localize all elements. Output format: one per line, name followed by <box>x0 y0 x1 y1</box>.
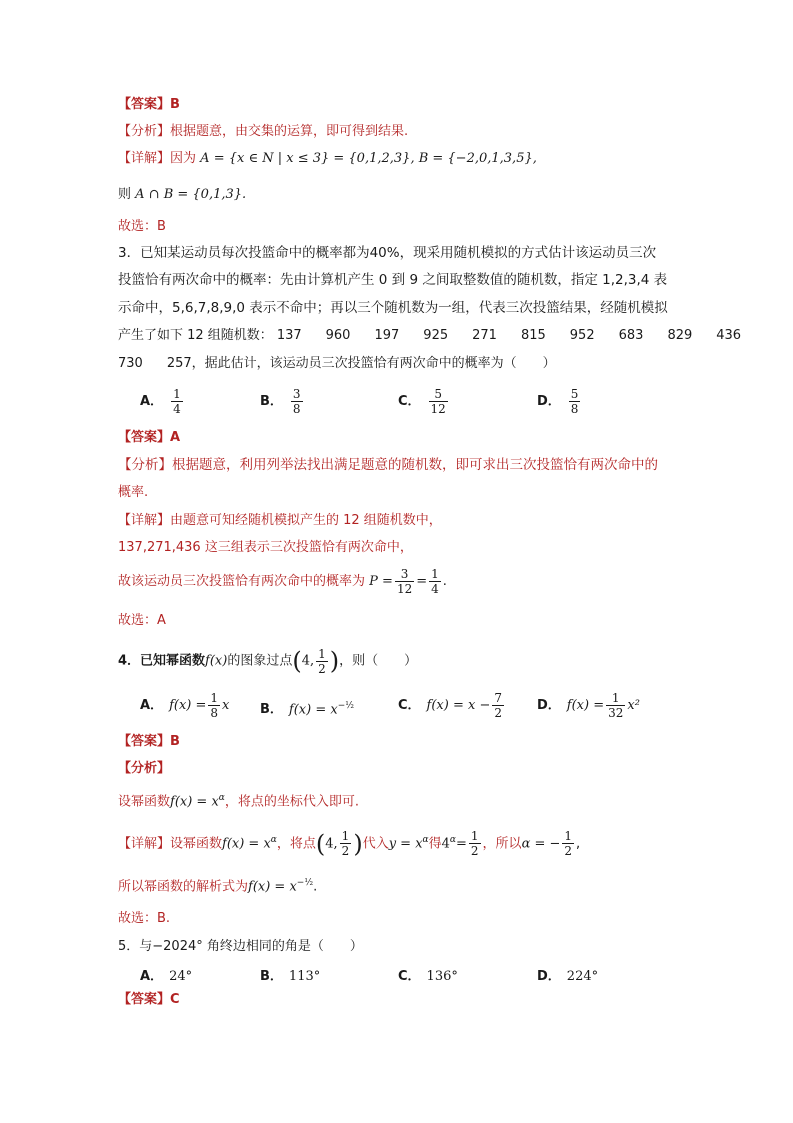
choice-line: 故选：B. <box>118 911 171 926</box>
question-text: 的图象过点 <box>227 653 293 669</box>
option-d <box>537 965 598 984</box>
option-math: f(x) = <box>169 698 207 713</box>
numerator: 1 <box>470 829 479 844</box>
answer-label: 【答案】C <box>118 992 180 1007</box>
option-label: D． <box>537 969 561 984</box>
detail-math: f(x) = x <box>248 879 297 895</box>
option-label: C． <box>398 394 421 409</box>
numerator: 1 <box>341 829 350 844</box>
prob-fraction <box>429 567 441 596</box>
choice-line: 故选：A <box>118 613 166 628</box>
option-value: 136° <box>426 969 458 984</box>
punctuation: . <box>313 879 318 895</box>
option-fraction <box>171 387 183 416</box>
option-value: 224° <box>566 969 599 984</box>
denominator: 12 <box>396 582 413 596</box>
answer-label: 【答案】A <box>118 430 181 445</box>
option-fraction <box>569 387 581 416</box>
option-label: B． <box>260 394 283 409</box>
answer-label: 【答案】B <box>118 734 180 749</box>
detail-line <box>118 874 317 896</box>
option-b <box>260 690 354 726</box>
detail-text: ，将点 <box>276 836 316 852</box>
punctuation: , <box>576 836 581 852</box>
denominator: 32 <box>608 706 624 720</box>
detail-line: 137,271,436 这三组表示三次投篮恰有两次命中， <box>118 540 413 555</box>
option-math: f(x) = x − <box>426 698 491 713</box>
detail-line: 【详解】设幂函数$f(x) = x^\alpha$，将点(4, $\frac{1}{2}$ )代入$y = x^\alpha$得$4^\alpha=$ $\frac{1}{2}$ ，所以α = − $\frac{1}{2}$ , <box>118 829 581 859</box>
option-label: D． <box>537 698 561 713</box>
detail-text: 得 <box>428 836 442 852</box>
numerator: 1 <box>210 691 219 705</box>
detail-text: 【详解】设幂函数 <box>118 836 223 852</box>
point-fraction <box>340 829 352 858</box>
random-number: 829 <box>667 328 693 343</box>
option-math: x² <box>627 698 640 713</box>
detail-text: ，所以 <box>482 836 522 852</box>
denominator: 12 <box>430 402 446 416</box>
option-fraction <box>429 387 448 416</box>
random-number: 925 <box>423 328 449 343</box>
exponent: α <box>270 835 277 845</box>
numerator: 5 <box>434 387 442 401</box>
option-math: f(x) = <box>566 698 605 713</box>
numerator: 1 <box>611 691 620 705</box>
point-x: 4, <box>301 653 315 669</box>
option-label: A． <box>140 969 164 984</box>
exponent: −½ <box>296 878 314 888</box>
option-fraction <box>606 691 625 720</box>
denominator: 2 <box>470 844 479 859</box>
option-value: 24° <box>169 969 193 984</box>
option-b <box>260 387 305 416</box>
analysis-text: ，将点的坐标代入即可. <box>224 794 360 810</box>
question-text: ，则（ ） <box>339 653 418 669</box>
denominator: 8 <box>292 402 301 416</box>
analysis-line: 【分析】根据题意，由交集的运算，即可得到结果. <box>118 124 409 139</box>
option-a <box>140 387 185 416</box>
exponent: α <box>449 835 456 845</box>
option-label: B． <box>260 702 283 718</box>
numerator: 5 <box>570 387 579 401</box>
option-value: 113° <box>288 969 321 984</box>
option-c <box>398 387 450 416</box>
option-fraction <box>492 691 504 720</box>
random-number: 137 <box>276 328 302 343</box>
detail-math: 4 <box>441 836 450 852</box>
detail-text: 代入 <box>362 836 389 852</box>
detail-text: 故该运动员三次投篮恰有两次命中的概率为 <box>118 574 366 589</box>
exponent: −½ <box>337 701 354 711</box>
random-number: 730 <box>118 356 143 371</box>
analysis-label: 【分析】 <box>118 761 171 776</box>
prob-fraction <box>395 567 414 596</box>
random-number: 197 <box>374 328 400 343</box>
analysis-line <box>118 789 359 811</box>
detail-fraction <box>562 829 574 858</box>
option-label: A． <box>140 698 164 713</box>
choice-line: 故选：B <box>118 219 166 234</box>
question-text: 产生了如下 12 组随机数： <box>118 328 273 343</box>
detail-line: 故该运动员三次投篮恰有两次命中的概率为 P = $\frac{3}{12}$ = $\frac{1}{4}$ . <box>118 567 447 596</box>
denominator: 4 <box>173 402 181 416</box>
denominator: 2 <box>564 844 573 859</box>
option-c <box>398 965 458 984</box>
option-math: f(x) = x <box>288 702 338 718</box>
question-text <box>118 355 580 373</box>
option-d <box>537 690 640 722</box>
random-number: 257 <box>166 356 192 371</box>
equals: = <box>456 836 467 852</box>
exponent: α <box>422 835 429 845</box>
option-c <box>398 690 506 722</box>
analysis-math: f(x) = x <box>170 794 219 810</box>
detail-line-2 <box>118 186 246 204</box>
analysis-text: 设幂函数 <box>118 794 171 810</box>
option-math: x <box>222 698 230 713</box>
detail-math: y = x <box>388 836 423 852</box>
detail-line: 【详解】由题意可知经随机模拟产生的 12 组随机数中， <box>118 513 442 528</box>
denominator: 2 <box>318 661 326 676</box>
point-fraction <box>316 647 328 676</box>
question-text: 3．已知某运动员每次投篮命中的概率都为40%，现采用随机模拟的方式估计该运动员三次 <box>118 245 657 261</box>
numerator: 1 <box>173 387 181 401</box>
question-text: 4．已知幂函数f(x)的图象过点(4, $\frac{1}{2}$ )，则（ ） <box>118 646 418 676</box>
denominator: 8 <box>570 402 579 416</box>
detail-math: A = {x ∈ N | x ≤ 3} = {0,1,2,3}, B = {−2,0,1,3,5}, <box>200 151 537 166</box>
detail-fraction <box>469 829 481 858</box>
point-x: 4, <box>325 836 338 852</box>
function-symbol: f(x) <box>205 653 228 669</box>
option-a <box>140 690 229 722</box>
detail-text: 则 <box>118 187 132 202</box>
option-label: C． <box>398 969 421 984</box>
option-fraction <box>291 387 303 416</box>
question-text: ，据此估计，该运动员三次投篮恰有两次命中的概率为（ ） <box>191 356 556 371</box>
analysis-line: 【分析】根据题意，利用列举法找出满足题意的随机数，即可求出三次投篮恰有两次命中的 <box>118 457 658 473</box>
random-number: 683 <box>618 328 644 343</box>
option-label: C． <box>398 698 421 713</box>
numerator: 7 <box>494 691 502 705</box>
detail-math: α = − <box>521 836 561 852</box>
random-number: 960 <box>325 328 351 343</box>
numerator: 1 <box>564 829 573 844</box>
option-label: A． <box>140 394 164 409</box>
detail-math: A ∩ B = {0,1,3}. <box>135 187 247 202</box>
option-label: D． <box>537 394 561 409</box>
numerator: 1 <box>318 646 326 661</box>
random-number: 952 <box>569 328 595 343</box>
option-b <box>260 965 320 984</box>
prob-symbol: P = <box>369 574 393 589</box>
question-text: 4．已知幂函数 <box>118 653 206 669</box>
detail-text: 所以幂函数的解析式为 <box>118 879 249 895</box>
exponent: α <box>218 793 225 803</box>
detail-line <box>118 150 537 168</box>
question-text: 5．与−2024° 角终边相同的角是（ ） <box>118 939 363 954</box>
detail-math: f(x) = x <box>222 836 271 852</box>
numerator: 1 <box>431 567 439 581</box>
question-text: 投篮恰有两次命中的概率：先由计算机产生 0 到 9 之间取整数值的随机数，指定 1,2,3,4 表 <box>118 272 668 288</box>
denominator: 8 <box>210 706 219 720</box>
question-text <box>118 327 765 345</box>
option-fraction <box>208 691 220 720</box>
random-number: 436 <box>716 328 742 343</box>
question-text: 示命中，5,6,7,8,9,0 表示不命中；再以三个随机数为一组，代表三次投篮结果，经随机模拟 <box>118 300 668 316</box>
random-number: 815 <box>520 328 546 343</box>
numerator: 3 <box>400 567 409 581</box>
random-number: 271 <box>472 328 497 343</box>
numerator: 3 <box>292 387 301 401</box>
denominator: 2 <box>494 706 502 720</box>
answer-label: 【答案】B <box>118 97 180 112</box>
option-d <box>537 387 582 416</box>
detail-text: 因为 <box>170 151 197 166</box>
detail-label: 【详解】 <box>118 151 171 166</box>
analysis-line: 概率. <box>118 485 149 500</box>
denominator: 2 <box>341 844 350 859</box>
option-label: B． <box>260 969 283 984</box>
denominator: 4 <box>431 582 439 596</box>
option-a <box>140 965 192 984</box>
